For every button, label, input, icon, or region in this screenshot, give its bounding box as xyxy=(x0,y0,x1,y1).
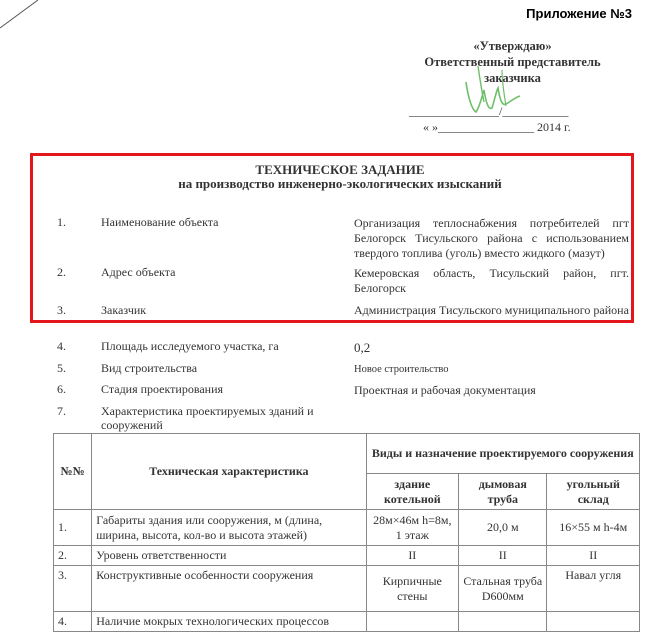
item-label: Адрес объекта xyxy=(101,265,176,279)
row-number: 3. xyxy=(54,566,92,612)
table-row xyxy=(54,612,640,632)
item-label: Вид строительства xyxy=(101,361,198,375)
approval-line3: заказчика xyxy=(484,71,541,85)
item-label: Стадия проектирования xyxy=(101,382,224,396)
item-value: Кемеровская область, Тисульский район, пгт. Белогорск xyxy=(354,266,629,295)
corner-mark xyxy=(0,0,40,30)
row-value-c: 16×55 м h-4м xyxy=(547,510,640,546)
item-label: Наименование объекта xyxy=(101,215,219,229)
row-name: Габариты здания или сооружения, м (длина, ширина, высота, кол-во и высота этажей) xyxy=(92,510,366,546)
row-number: 1. xyxy=(54,510,92,546)
item-label: Площадь исследуемого участка, га xyxy=(101,339,279,353)
item-number: 3. xyxy=(57,303,66,317)
item-number: 2. xyxy=(57,265,66,279)
row-number: 4. xyxy=(54,612,92,632)
header-chimney: дымовая труба xyxy=(459,474,547,510)
item-number: 1. xyxy=(57,215,66,229)
item-number: 5. xyxy=(57,361,66,375)
row-name: Наличие мокрых технологических процессов xyxy=(92,612,366,632)
approval-line2: Ответственный представитель xyxy=(424,55,601,69)
appendix-label: Приложение №3 xyxy=(526,6,632,21)
row-value-a: II xyxy=(366,546,458,566)
row-value-b: Стальная труба D600мм xyxy=(459,566,547,612)
item-label: Заказчик xyxy=(101,303,147,317)
row-number: 2. xyxy=(54,546,92,566)
title-sub: на производство инженерно-экологических изысканий xyxy=(178,176,502,191)
header-characteristic: Техническая характеристика xyxy=(92,434,366,510)
item-number: 6. xyxy=(57,382,66,396)
table-row xyxy=(54,510,640,546)
approval-line1: «Утверждаю» xyxy=(473,39,552,53)
table-row xyxy=(54,566,640,612)
row-name: Уровень ответственности xyxy=(92,546,366,566)
item-value: Новое строительство xyxy=(354,364,449,375)
row-name: Конструктивные особенности сооружения xyxy=(92,566,366,612)
row-value-c: Навал угля xyxy=(547,566,640,612)
header-boiler-building: здание котельной xyxy=(366,474,458,510)
item-value: Организация теплоснабжения потребителей пгт Белогорск Тисульского района с использованием твердого топлива (уголь) вместо жидкого (мазут) xyxy=(354,216,629,260)
item-value: Администрация Тисульского муниципального района xyxy=(354,303,629,317)
row-value-a xyxy=(366,612,458,632)
item-value: Проектная и рабочая документация xyxy=(354,383,536,397)
date-line: « »________________ 2014 г. xyxy=(423,120,571,134)
row-value-b xyxy=(459,612,547,632)
item-number: 7. xyxy=(57,404,66,418)
row-value-b: II xyxy=(459,546,547,566)
row-value-c: II xyxy=(547,546,640,566)
item-number: 4. xyxy=(57,339,66,353)
row-value-c xyxy=(547,612,640,632)
item-value: 0,2 xyxy=(354,340,371,355)
row-value-b: 20,0 м xyxy=(459,510,547,546)
item-label: Характеристика проектируемых зданий и сооружений xyxy=(101,404,314,432)
header-structure-type: Виды и назначение проектируемого сооружения xyxy=(366,434,639,474)
row-value-a: Кирпичные стены xyxy=(366,566,458,612)
document-title xyxy=(40,163,640,191)
row-value-a: 28м×46м h=8м, 1 этаж xyxy=(366,510,458,546)
signature-line: _______________/___________ xyxy=(409,104,569,118)
header-coal-storage: угольный склад xyxy=(547,474,640,510)
characteristics-table xyxy=(53,433,640,632)
title-main: ТЕХНИЧЕСКОЕ ЗАДАНИЕ xyxy=(255,162,425,177)
header-number: №№ xyxy=(54,434,92,510)
table-row xyxy=(54,546,640,566)
